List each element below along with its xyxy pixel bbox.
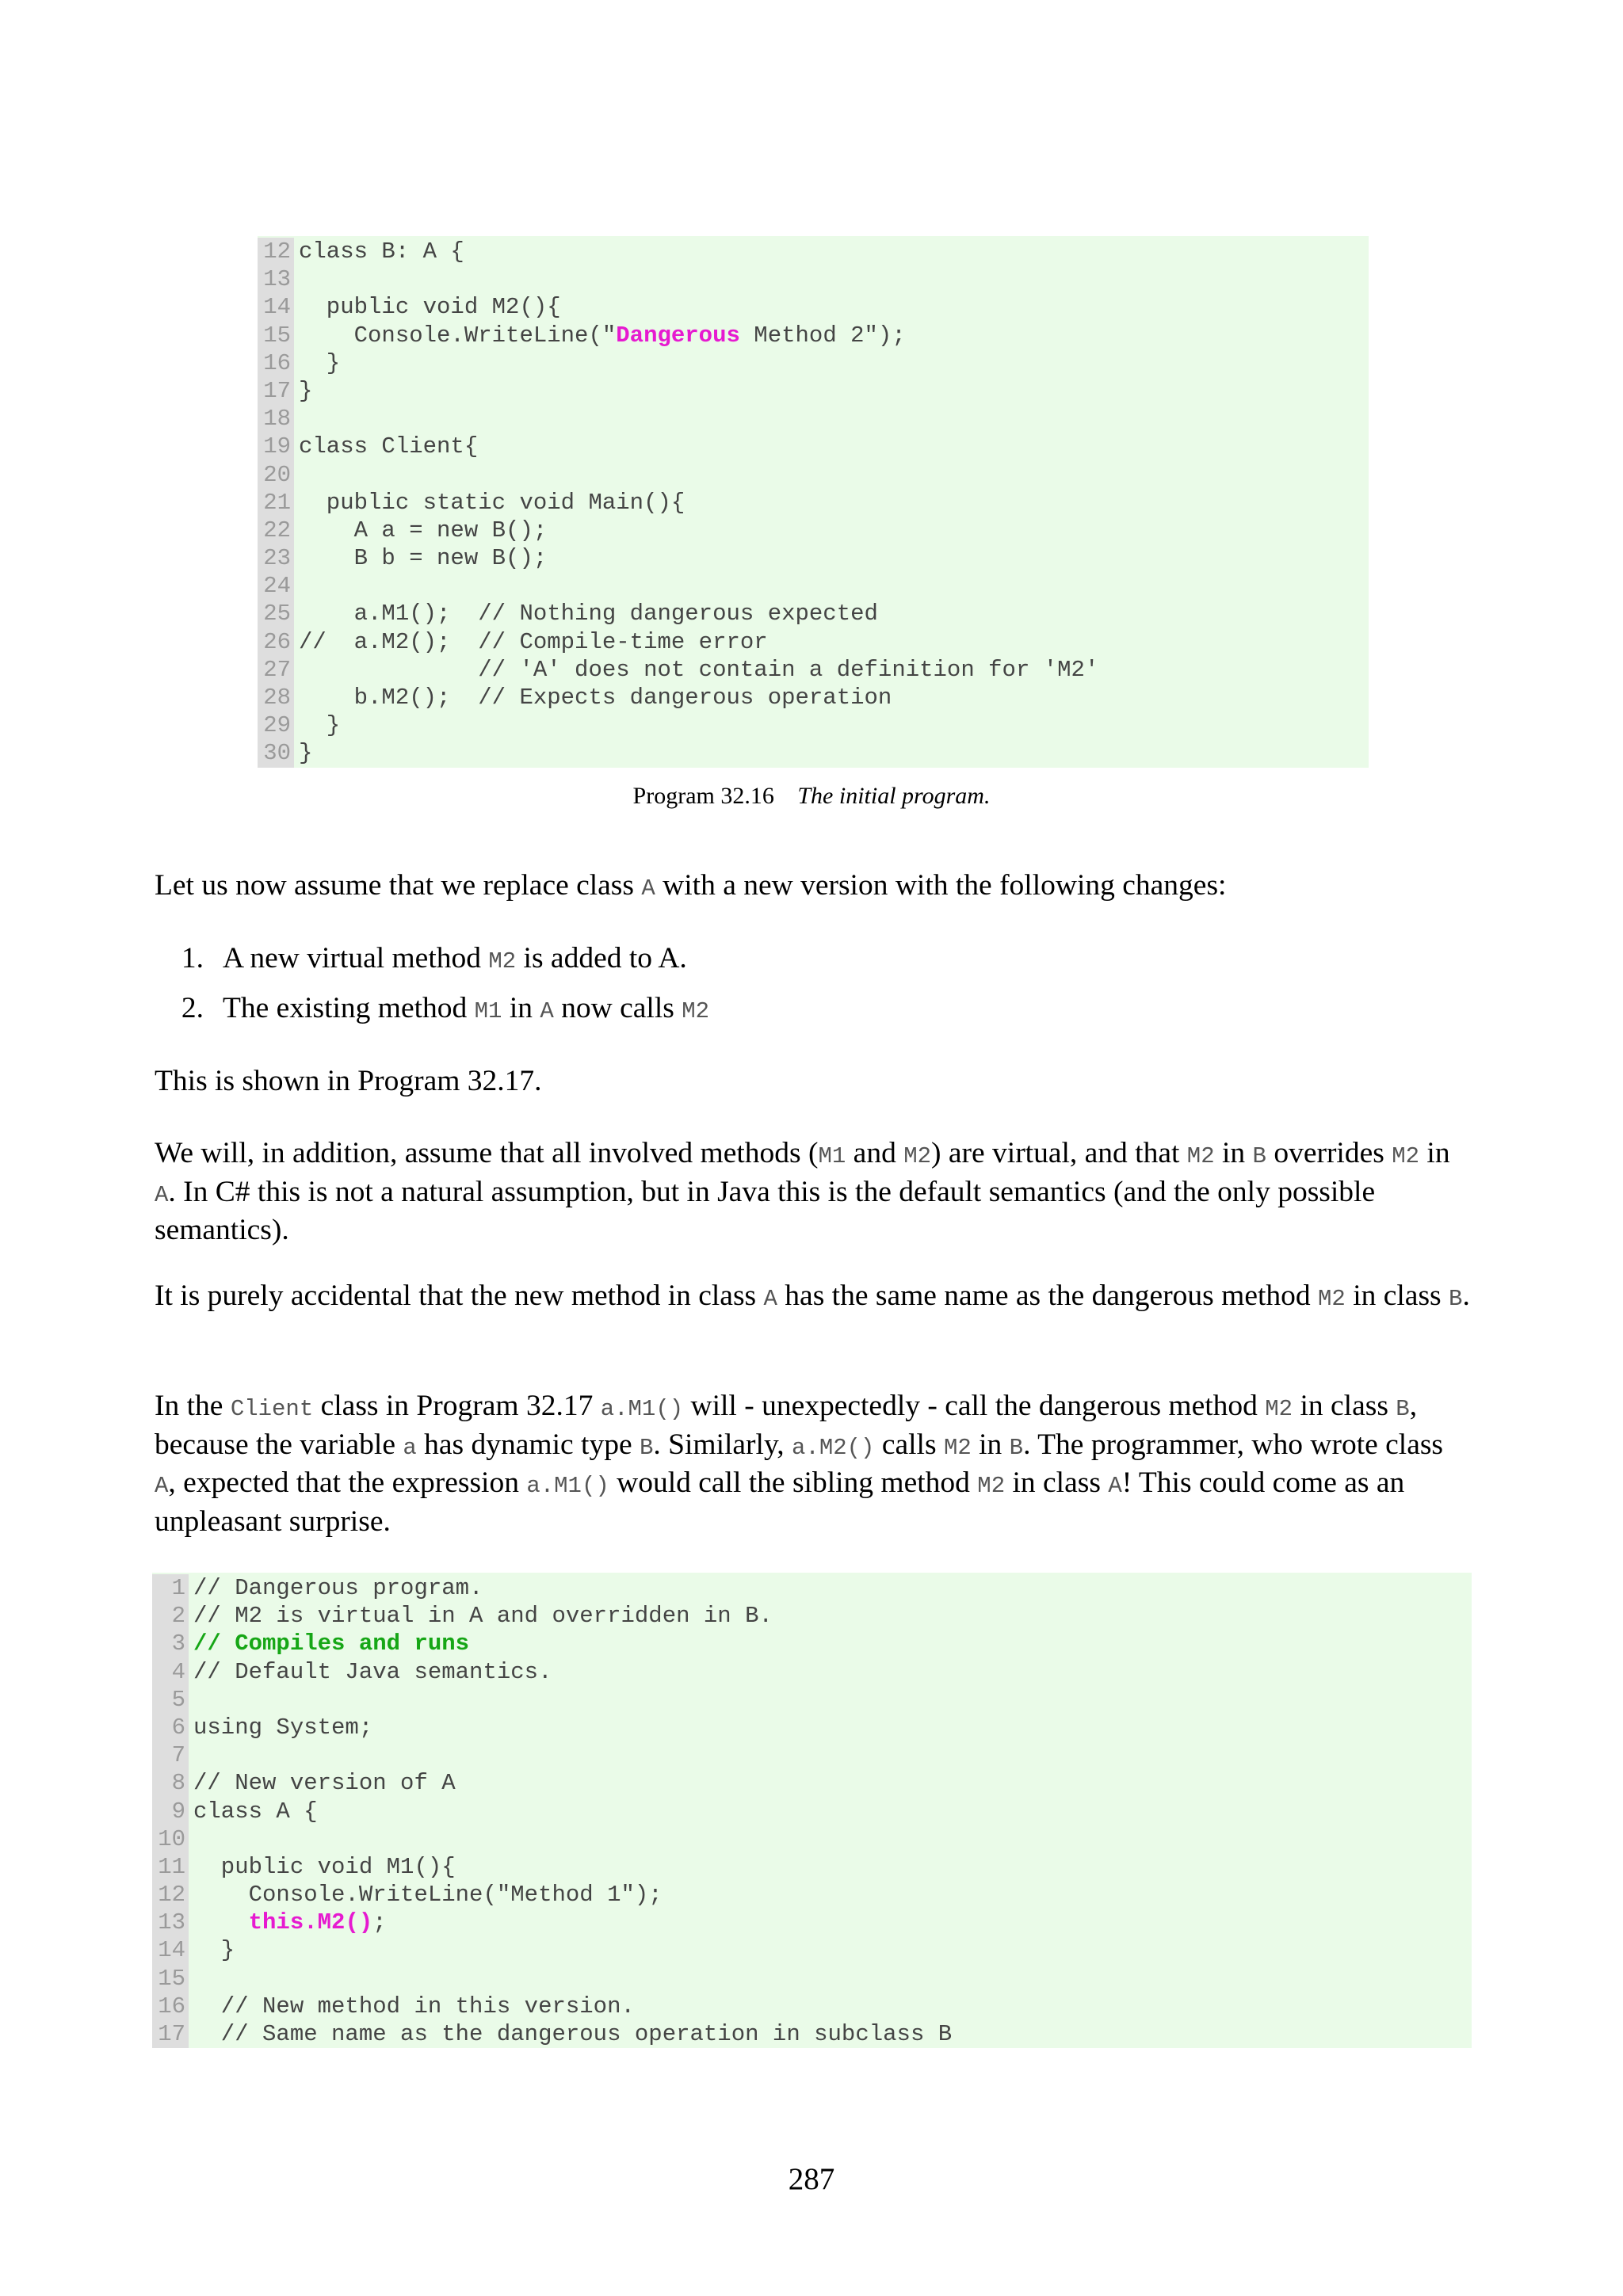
text-run: class in Program 32.17 [313,1390,601,1422]
text-run: will - unexpectedly - call the dangerous method [683,1390,1266,1422]
code-segment: B b = new B(); [299,545,548,572]
inline-code: M2 [903,1143,932,1169]
caption-label: Program 32.16 [632,783,774,809]
code-line [258,739,1369,767]
list-item-2 [155,991,1423,1030]
inline-code: a [403,1434,417,1461]
code-line [152,1798,1472,1825]
text-run: Let us now assume that we replace class [155,869,642,902]
highlighted-comment: // Compiles and runs [193,1630,470,1657]
text-run: in [971,1428,1010,1461]
code-listing-program-32-16 [258,236,1369,768]
code-text [294,656,1369,684]
line-number: 29 [258,711,294,739]
inline-code: A [155,1473,169,1499]
line-number: 26 [258,628,294,656]
inline-code: a.M2() [792,1434,875,1461]
code-segment: // Same name as the dangerous operation in subclass B [193,2021,953,2047]
text-run: . The programmer, who wrote class [1023,1428,1444,1461]
code-text [189,1798,1472,1825]
line-number: 10 [152,1825,189,1853]
inline-code: B [1396,1396,1410,1422]
code-line [152,1853,1472,1881]
code-text [294,684,1369,711]
code-line [258,293,1369,321]
code-text [294,572,1369,600]
code-text [294,293,1369,321]
line-number: 28 [258,684,294,711]
line-number: 15 [258,322,294,349]
inline-code: A [1108,1473,1122,1499]
code-line [258,322,1369,349]
code-line [152,1936,1472,1964]
text-run: In the [155,1390,231,1422]
line-number: 13 [152,1909,189,1936]
code-line [152,1881,1472,1909]
code-text [189,1965,1472,1993]
text-run: is added to A. [516,942,687,974]
code-text [189,1881,1472,1909]
page-number: 287 [788,2162,835,2196]
code-line [152,1630,1472,1657]
text-run: with a new version with the following changes: [655,869,1227,902]
inline-code: M1 [818,1143,846,1169]
line-number: 19 [258,433,294,460]
code-line [258,461,1369,489]
code-line [258,572,1369,600]
code-segment: public static void Main(){ [299,489,685,516]
line-number: 23 [258,544,294,572]
text-run: . Similarly, [653,1428,792,1461]
text-run: in class [1005,1466,1109,1499]
code-line [152,1825,1472,1853]
line-number: 14 [258,293,294,321]
code-line [258,405,1369,433]
text-run: has the same name as the dangerous method [777,1280,1319,1312]
line-number: 21 [258,489,294,517]
text-run: in class [1293,1390,1396,1422]
code-segment: // New version of A [193,1770,456,1797]
inline-code: B [1252,1143,1266,1169]
inline-code: B [1449,1286,1463,1312]
code-text [189,2020,1472,2048]
code-segment: // Default Java semantics. [193,1658,552,1685]
code-text [189,1769,1472,1797]
line-number: 3 [152,1630,189,1657]
text-run: We will, in addition, assume that all involved methods ( [155,1137,819,1169]
text-run: A new virtual method [223,942,489,974]
line-number: 18 [258,405,294,433]
line-number: 4 [152,1658,189,1686]
line-number: 24 [258,572,294,600]
line-number: 11 [152,1853,189,1881]
code-segment: // 'A' does not contain a definition for 'M2' [299,656,1099,683]
inline-code: M1 [474,998,502,1024]
text-run: . [1462,1280,1470,1312]
program-caption [0,783,1623,810]
text-run: The existing method [223,992,475,1024]
code-text [294,489,1369,517]
code-line [152,1574,1472,1602]
code-text [189,1658,1472,1686]
code-segment: A a = new B(); [299,517,548,543]
inline-code: B [1009,1434,1024,1461]
text-run: calls [874,1428,944,1461]
inline-code: M2 [488,948,517,974]
inline-code: M2 [943,1434,972,1461]
code-segment: public void M2(){ [299,294,561,321]
code-segment: class B: A { [299,238,464,265]
code-line [152,1714,1472,1741]
text-run: It is purely accidental that the new method in class [155,1280,764,1312]
code-segment: } [299,740,313,767]
code-text [294,628,1369,656]
code-segment: } [299,712,341,739]
line-number: 20 [258,461,294,489]
code-text [294,405,1369,433]
line-number: 27 [258,656,294,684]
code-line [152,1686,1472,1714]
paragraph-accidental [155,1279,1470,1318]
code-line [258,684,1369,711]
inline-code: a.M1() [526,1473,609,1499]
code-text [294,739,1369,767]
code-listing-program-32-17 [152,1573,1472,2048]
line-number: 25 [258,600,294,627]
line-number: 7 [152,1741,189,1769]
line-number: 5 [152,1686,189,1714]
line-number: 6 [152,1714,189,1741]
code-text [189,1741,1472,1769]
paragraph-client-explanation [155,1389,1470,1539]
inline-code: A [155,1181,169,1208]
inline-code: M2 [1392,1143,1420,1169]
line-number: 14 [152,1936,189,1964]
code-line [152,1769,1472,1797]
line-number: 16 [152,1993,189,2020]
code-text [189,1853,1472,1881]
code-text [294,517,1369,544]
text-run: now calls [553,992,682,1024]
text-run: would call the sibling method [609,1466,978,1499]
code-text [189,1574,1472,1602]
text-run: in class [1345,1280,1449,1312]
code-segment: class Client{ [299,433,479,460]
code-line [258,628,1369,656]
code-segment: Console.WriteLine("Method 1"); [193,1882,663,1909]
line-number: 17 [258,377,294,405]
inline-code: M2 [1318,1286,1346,1312]
code-line [152,1965,1472,1993]
line-number: 22 [258,517,294,544]
code-text [294,461,1369,489]
code-segment: Console.WriteLine(" [299,322,617,349]
code-text [294,265,1369,293]
code-segment: } [299,349,341,376]
code-text [294,238,1369,265]
code-line [258,377,1369,405]
code-line [152,1602,1472,1630]
highlighted-code: Dangerous [616,322,740,349]
text-run: ) are virtual, and that [931,1137,1187,1169]
inline-code: A [540,998,554,1024]
code-segment: a.M1(); // Nothing dangerous expected [299,601,878,627]
paragraph-intro [155,868,1470,907]
code-line [258,489,1369,517]
inline-code: A [763,1286,777,1312]
code-segment: } [193,1937,235,1964]
code-text [294,711,1369,739]
code-line [258,600,1369,627]
code-text [189,1602,1472,1630]
highlighted-code: this.M2() [248,1909,373,1936]
code-line [152,1993,1472,2020]
inline-code: a.M1() [600,1396,684,1422]
code-text [294,322,1369,349]
line-number: 16 [258,349,294,377]
list-item-number: 2. [181,992,204,1024]
code-line [258,265,1369,293]
code-segment: public void M1(){ [193,1853,456,1880]
caption-title: The initial program. [797,783,991,809]
line-number: 2 [152,1602,189,1630]
paragraph-shown-in [155,1064,1470,1100]
code-segment: using System; [193,1714,373,1741]
code-text [189,1909,1472,1936]
list-item-1 [155,941,1423,980]
code-line [152,1658,1472,1686]
code-line [258,544,1369,572]
code-line [152,2020,1472,2048]
code-line [258,433,1369,460]
code-line [258,517,1369,544]
code-segment: // a.M2(); // Compile-time error [299,628,768,655]
line-number: 17 [152,2020,189,2048]
inline-code: M2 [1265,1396,1293,1422]
list-item-text [223,942,687,974]
code-segment: // Dangerous program. [193,1575,483,1601]
line-number: 12 [152,1881,189,1909]
text-run: and [846,1137,904,1169]
code-segment: class A { [193,1798,318,1825]
code-segment: Method 2"); [739,322,906,349]
inline-code: M2 [1186,1143,1215,1169]
inline-code: B [639,1434,654,1461]
code-segment: ; [372,1909,387,1936]
text-run: overrides [1266,1137,1392,1169]
code-text [294,377,1369,405]
code-text [294,433,1369,460]
text-run: in [1419,1137,1450,1169]
inline-code: M2 [682,998,710,1024]
code-segment: } [299,377,313,404]
text-run: has dynamic type [416,1428,640,1461]
paragraph-assumption [155,1136,1470,1249]
line-number: 30 [258,739,294,767]
code-segment: // M2 is virtual in A and overridden in B. [193,1603,773,1630]
inline-code: M2 [977,1473,1006,1499]
code-text [294,600,1369,627]
text-run: , expected that the expression [168,1466,527,1499]
inline-code: A [641,875,655,902]
code-text [189,1825,1472,1853]
code-text [294,544,1369,572]
text-run: in [1214,1137,1253,1169]
code-text [189,1993,1472,2020]
code-line [152,1909,1472,1936]
text-run: in [502,992,540,1024]
text-run: ! This could come as an unpleasant surprise. [155,1466,1405,1538]
line-number: 12 [258,238,294,265]
code-segment: // New method in this version. [193,1993,635,2019]
code-line [258,711,1369,739]
code-segment: b.M2(); // Expects dangerous operation [299,685,892,711]
code-text [189,1686,1472,1714]
code-text [189,1630,1472,1657]
code-line [152,1741,1472,1769]
line-number: 1 [152,1574,189,1602]
line-number: 9 [152,1798,189,1825]
text-run: . In C# this is not a natural assumption, but in Java this is the default semantics (and the only possible semantics). [155,1175,1376,1246]
text-run: , because the variable [155,1390,1418,1461]
code-line [258,656,1369,684]
list-item-number: 1. [181,942,204,974]
code-line [258,238,1369,265]
list-item-text [223,992,709,1024]
code-text [189,1936,1472,1964]
code-text [189,1714,1472,1741]
code-text [294,349,1369,377]
line-number: 8 [152,1769,189,1797]
line-number: 15 [152,1965,189,1993]
inline-code: Client [230,1396,314,1422]
text-run: This is shown in Program 32.17. [155,1065,542,1097]
code-line [258,349,1369,377]
code-segment [193,1909,249,1936]
line-number: 13 [258,265,294,293]
